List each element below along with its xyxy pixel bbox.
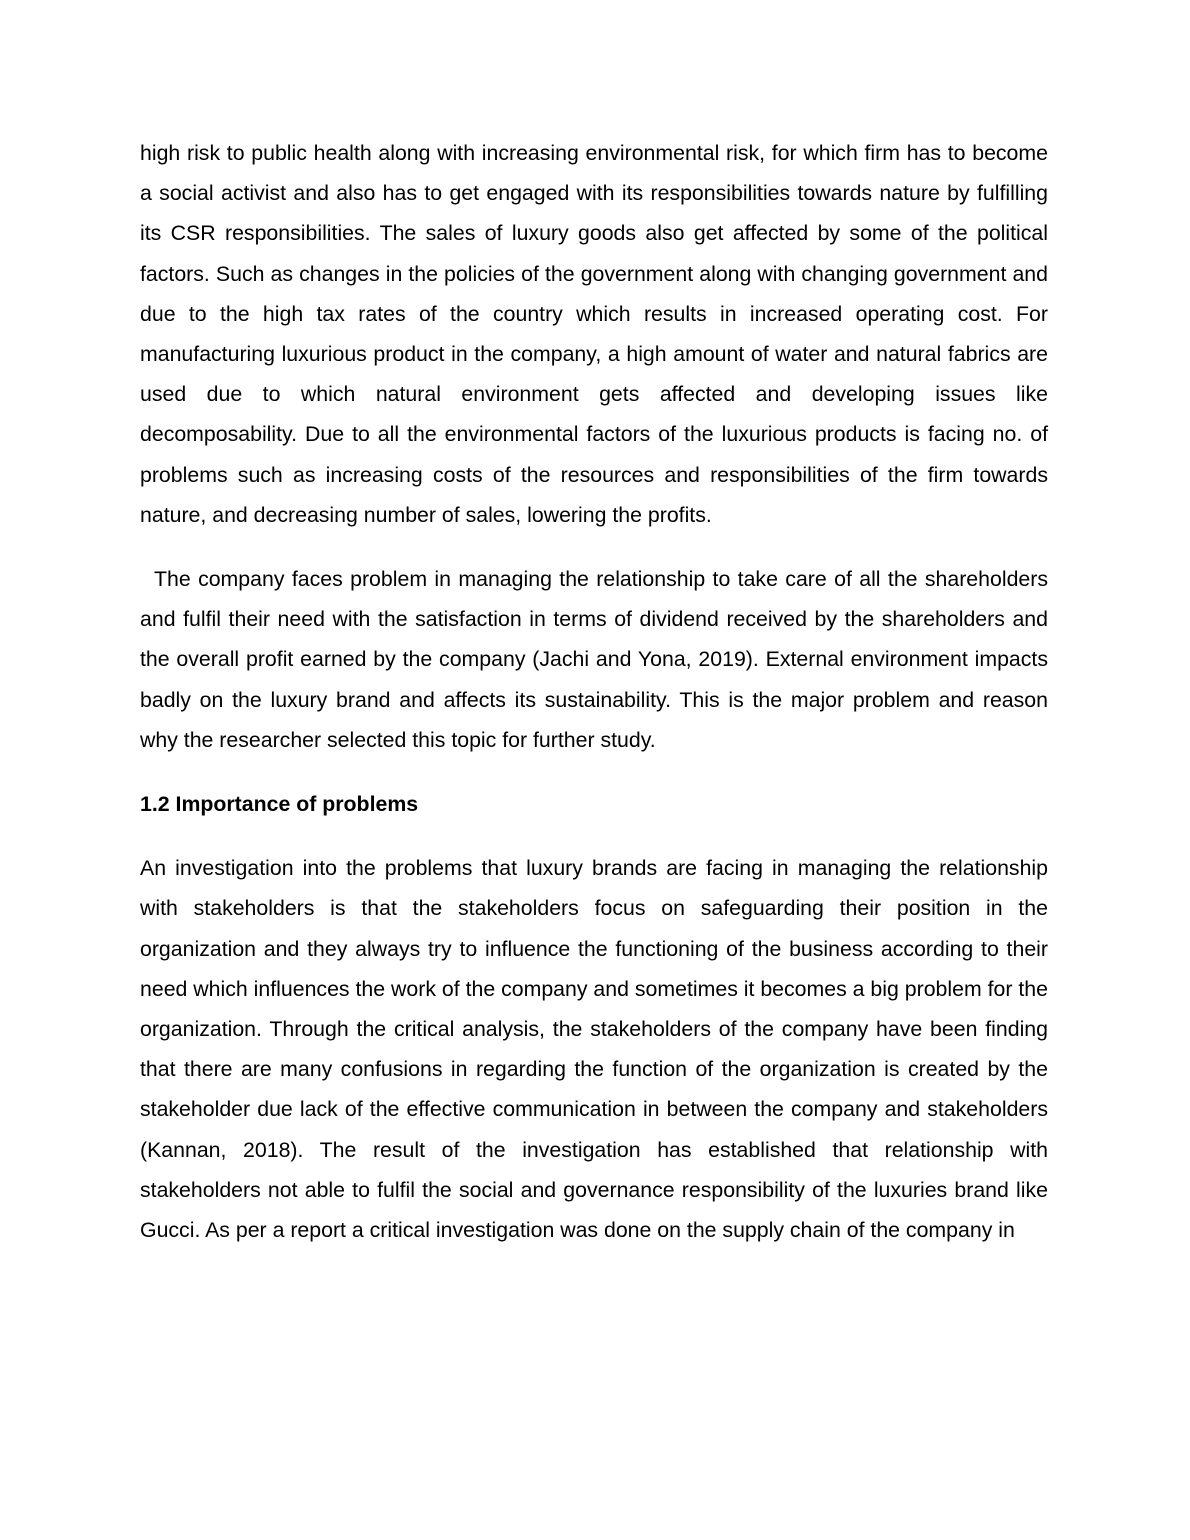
paragraph-shareholder-problem: The company faces problem in managing the relationship to take care of all the shareholders and fulfil their need with the satisfaction in terms of dividend received by the shareholders and the overall profit earned by the company (Jachi and Yona, 2019). External environment impacts badly on the luxury brand and affects its sustainability. This is the major problem and reason why the researcher selected this topic for further study. — [140, 567, 1048, 752]
paragraph-importance-of-problems: An investigation into the problems that luxury brands are facing in managing the relationship with stakeholders is that the stakeholders focus on safeguarding their position in the organization and they always try to influence the functioning of the business according to their need which influences the work of the company and sometimes it becomes a big problem for the organization. Through the critical analysis, the stakeholders of the company have been finding that there are many confusions in regarding the function of the organization is created by the stakeholder due lack of the effective communication in between the company and stakeholders (Kannan, 2018). The result of the investigation has established that relationship with stakeholders not able to fulfil the social and governance responsibility of the luxuries brand like Gucci. As per a report a critical investigation was done on the supply chain of the company in — [140, 856, 1048, 1243]
document-body — [140, 133, 1048, 1250]
section-heading: 1.2 Importance of problems — [140, 792, 419, 817]
paragraph-environmental-factors: high risk to public health along with increasing environmental risk, for which firm has to become a social activist and also has to get engaged with its responsibilities towards nature by fulfilling its CSR responsibilities. The sales of luxury goods also get affected by some of the political factors. Such as changes in the policies of the government along with changing government and due to the high tax rates of the country which results in increased operating cost. For manufacturing luxurious product in the company, a high amount of water and natural fabrics are used due to which natural environment gets affected and developing issues like decomposability. Due to all the environmental factors of the luxurious products is facing no. of problems such as increasing costs of the resources and responsibilities of the firm towards nature, and decreasing number of sales, lowering the profits. — [140, 141, 1048, 527]
